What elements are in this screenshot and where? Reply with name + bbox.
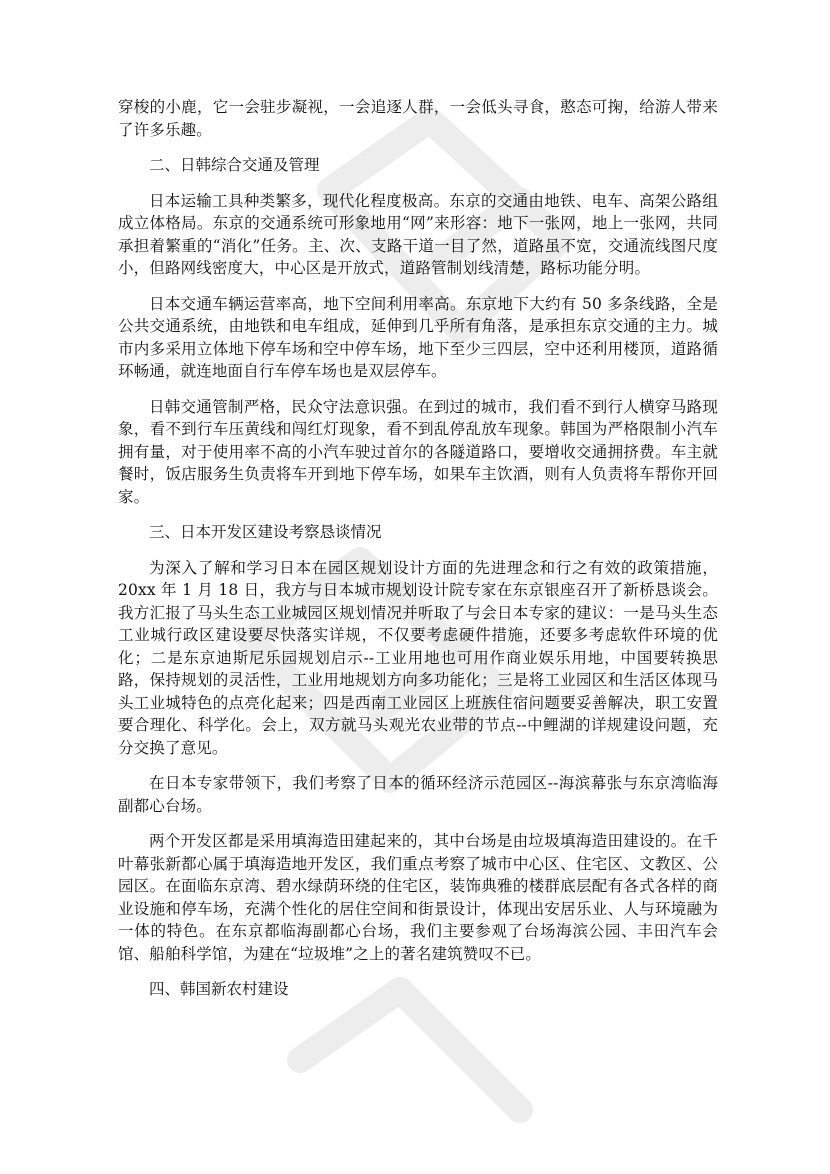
document-body [118,96,718,1014]
paragraph-underground-space: 日本交通车辆运营率高，地下空间利用率高。东京地下大约有 50 多条线路，全是公共交通系统，由地铁和电车组成，延伸到几乎所有角落，是承担东京交通的主力。城市内多采用立体地下停车场和空中停车场，地下至少三四层，空中还利用楼顶，道路循环畅通，就连地面自行车停车场也是双层停车。 [118,294,718,380]
section-heading-development-zone: 三、日本开发区建设考察恳谈情况 [149,523,382,541]
paragraph-reclamation: 两个开发区都是采用填海造田建起来的，其中台场是由垃圾填海造田建设的。在千叶幕张新都心属于填海造地开发区，我们重点考察了城市中心区、住宅区、文教区、公园区。在面临东京湾、碧水绿荫环绕的住宅区，装饰典雅的楼群底层配有各式各样的商业设施和停车场，充满个性化的居住空间和街景设计，体现出安居乐业、人与环境融为一体的特色。在东京都临海副都心台场，我们主要参观了台场海滨公园、丰田汽车会馆、船舶科学馆，为建在“垃圾堆”之上的著名建筑赞叹不已。 [118,832,718,963]
section-heading-korea-rural: 四、韩国新农村建设 [149,980,289,998]
section-heading-transport: 二、日韩综合交通及管理 [149,156,320,174]
paragraph-transport-tools: 日本运输工具种类繁多，现代化程度极高。东京的交通由地铁、电车、高架公路组成立体格局。东京的交通系统可形象地用“网”来形容：地下一张网，地上一张网，共同承担着繁重的“消化”任务。主、次、支路干道一目了然，道路虽不宽，交通流线图尺度小，但路网线密度大，中心区是开放式，道路管制划线清楚，路标功能分明。 [118,191,718,277]
paragraph-circular-economy: 在日本专家带领下，我们考察了日本的循环经济示范园区--海滨幕张与东京湾临海副都心台场。 [118,774,718,815]
paragraph-traffic-control: 日韩交通管制严格，民众守法意识强。在到过的城市，我们看不到行人横穿马路现象，看不到行车压黄线和闯红灯现象，看不到乱停乱放车现象。韩国为严格限制小汽车拥有量，对于使用率不高的小汽车驶过首尔的各隧道路口，要增收交通拥挤费。车主就餐时，饭店服务生负责将车开到地下停车场，如果车主饮酒，则有人负责将车帮你开回家。 [118,397,718,506]
paragraph-symposium: 为深入了解和学习日本在园区规划设计方面的先进理念和行之有效的政策措施，20xx 年 1 月 18 日，我方与日本城市规划设计院专家在东京银座召开了新桥恳谈会。我方汇报了马头生态工业城园区规划情况并听取了与会日本专家的建议：一是马头生态工业城行政区建设要尽快落实详规，不仅要考虑硬件措施，还要多考虑软件环境的优化；二是东京迪斯尼乐园规划启示--工业用地也可用作商业娱乐用地，中国要转换思路，保持规划的灵活性，工业用地规划方向多功能化；三是将工业园区和生活区体现马头工业城特色的点亮化起来；四是西南工业园区上班族住宿问题要妥善解决，职工安置要合理化、科学化。会上，双方就马头观光农业带的节点--中鲤湖的详规建设问题，充分交换了意见。 [118,558,718,757]
paragraph-deer: 穿梭的小鹿，它一会驻步凝视，一会追逐人群，一会低头寻食，憨态可掬，给游人带来了许多乐趣。 [118,98,718,139]
